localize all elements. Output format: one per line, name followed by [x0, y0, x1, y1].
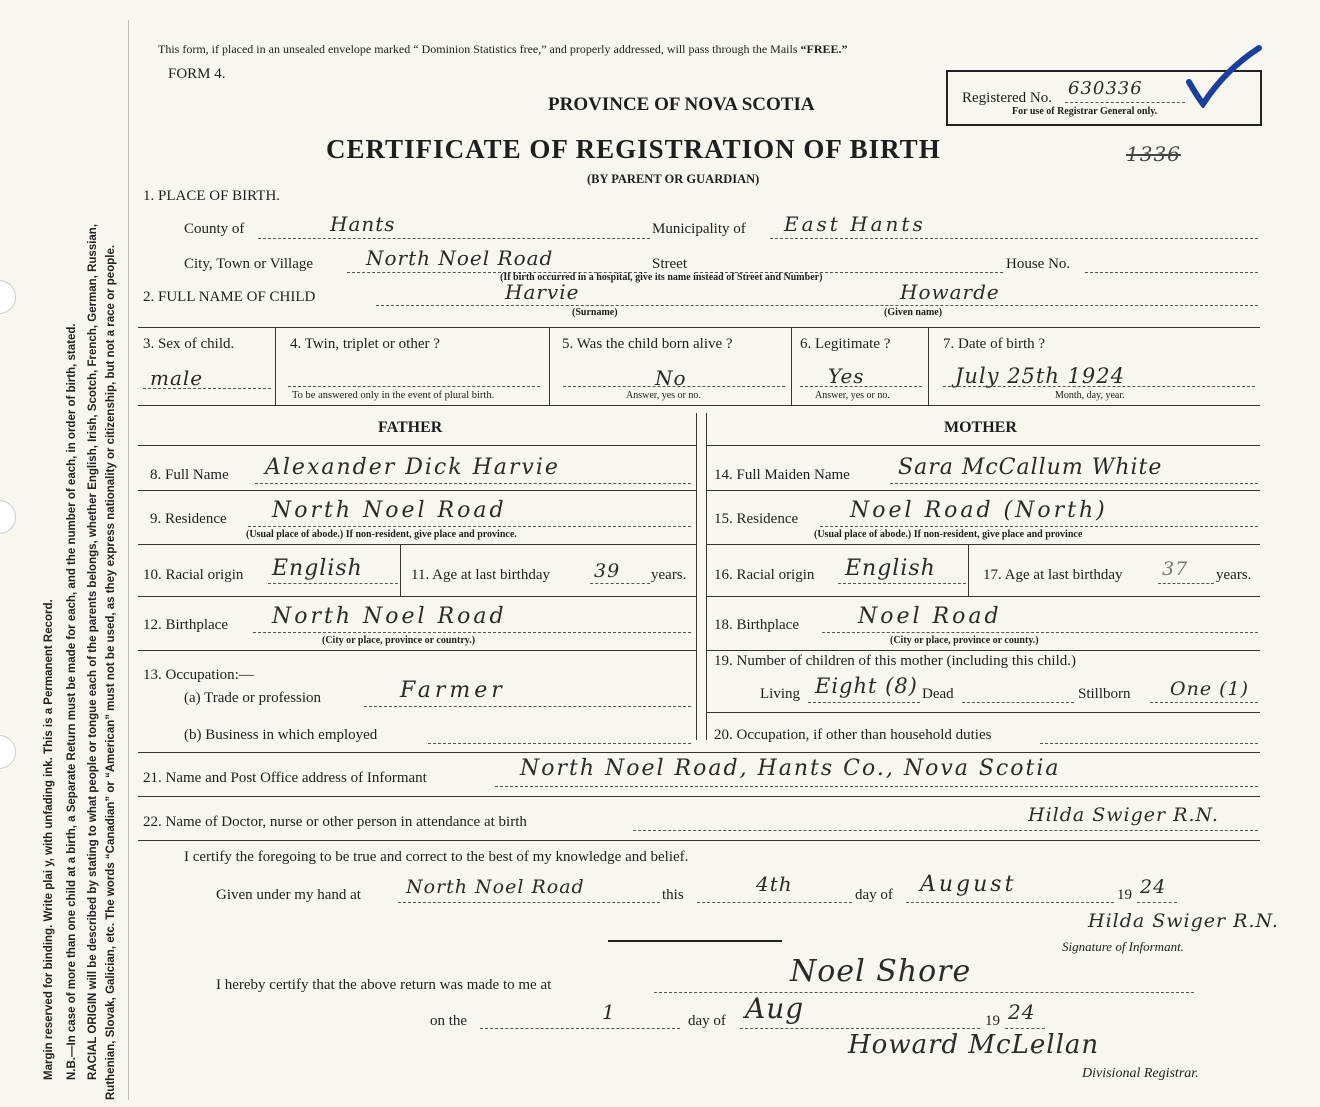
registrar-signature: Howard McLellan [848, 1030, 1100, 1060]
father-birthplace-note: (City or place, province or country.) [322, 635, 476, 646]
registrar-month: Aug [745, 992, 805, 1025]
mother-birthplace-value: Noel Road [858, 604, 1002, 629]
province-heading: PROVINCE OF NOVA SCOTIA [548, 94, 815, 115]
registered-label: Registered No. [962, 90, 1052, 106]
mother-age-label: 17. Age at last birthday [983, 567, 1123, 583]
municipality-label: Municipality of [652, 221, 746, 237]
margin-note-1: Margin reserved for binding. Write plai y, with unfading ink. This is a Permanent Record. [43, 599, 55, 1080]
father-race-label: 10. Racial origin [143, 567, 244, 583]
mother-race-label: 16. Racial origin [714, 567, 815, 583]
county-label: County of [184, 221, 245, 237]
given-month: August [920, 872, 1017, 897]
registrar-year: 24 [1008, 1000, 1036, 1024]
informant-signature: Hilda Swiger R.N. [1088, 910, 1279, 932]
mother-birthplace-note: (City or place, province or county.) [890, 635, 1039, 646]
legitimate-note: Answer, yes or no. [815, 390, 890, 401]
father-birthplace-value: North Noel Road [272, 604, 507, 629]
mother-name-value: Sara McCallum White [898, 455, 1163, 480]
city-value: North Noel Road [366, 246, 554, 270]
margin-notes [0, 0, 140, 1107]
on-the-label: on the [430, 1013, 468, 1029]
given-label: Given under my hand at [216, 887, 361, 903]
twin-label: 4. Twin, triplet or other ? [290, 336, 440, 352]
mother-name-label: 14. Full Maiden Name [714, 467, 850, 483]
living-value: Eight (8) [815, 674, 918, 698]
father-name-label: 8. Full Name [150, 467, 229, 483]
informant-value: North Noel Road, Hants Co., Nova Scotia [520, 756, 1061, 781]
mother-years-label: years. [1216, 567, 1252, 583]
informant-signature-caption: Signature of Informant. [1062, 939, 1184, 954]
living-label: Living [760, 686, 800, 702]
registrar-statement: I hereby certify that the above return was made to me at [216, 977, 552, 993]
doctor-label: 22. Name of Doctor, nurse or other person in attendance at birth [143, 814, 527, 830]
informant-label: 21. Name and Post Office address of Informant [143, 770, 427, 786]
given-year-prefix: 19 [1117, 887, 1132, 903]
registrar-day-of-label: day of [688, 1013, 726, 1029]
business-label: (b) Business in which employed [184, 727, 378, 743]
surname-caption: (Surname) [572, 307, 618, 318]
place-section-heading: 1. PLACE OF BIRTH. [143, 188, 281, 204]
given-day: 4th [756, 872, 793, 896]
father-age-value: 39 [594, 560, 621, 582]
trade-value: Farmer [400, 678, 506, 703]
stillborn-label: Stillborn [1078, 686, 1131, 702]
twin-note: To be answered only in the event of plural birth. [292, 390, 495, 401]
dead-label: Dead [922, 686, 954, 702]
struck-number: 1336 [1126, 142, 1181, 166]
registered-number: 630336 [1068, 78, 1143, 99]
registrar-signature-caption: Divisional Registrar. [1082, 1066, 1199, 1081]
father-age-label: 11. Age at last birthday [411, 567, 550, 583]
mail-note: This form, if placed in an unsealed envelope marked “ Dominion Statistics free,” and properly addressed, will pass through the Mails “FREE.” [158, 42, 848, 56]
alive-value: No [655, 366, 687, 390]
mother-heading: MOTHER [944, 419, 1017, 436]
binding-margin-line [128, 20, 129, 1100]
mother-residence-value: Noel Road (North) [850, 498, 1108, 523]
mother-occupation-label: 20. Occupation, if other than household duties [714, 727, 992, 743]
father-years-label: years. [651, 567, 687, 583]
sex-value: male [150, 366, 204, 390]
mother-age-value: 37 [1162, 558, 1189, 580]
street-label: Street [652, 256, 687, 272]
father-occupation-label: 13. Occupation:— [143, 667, 254, 683]
day-of-label: day of [855, 887, 893, 903]
father-race-value: English [272, 556, 363, 581]
legitimate-label: 6. Legitimate ? [800, 336, 891, 352]
municipality-value: East Hants [784, 212, 926, 236]
alive-note: Answer, yes or no. [626, 390, 701, 401]
margin-note-4: Ruthenian, Slovak, Galician, etc. The words “Canadian” or “American” must not be used, as they express nationality or citizenship, but not a race or people. [105, 244, 117, 1100]
county-value: Hants [330, 212, 396, 236]
form-number: FORM 4. [168, 66, 226, 82]
alive-label: 5. Was the child born alive ? [562, 336, 733, 352]
hospital-note: (If birth occurred in a hospital, give its name instead of Street and Number) [500, 272, 823, 283]
given-caption: (Given name) [884, 307, 943, 318]
stillborn-value: One (1) [1170, 678, 1250, 700]
mother-race-value: English [845, 556, 936, 581]
sex-label: 3. Sex of child. [143, 336, 235, 352]
dob-note: Month, day, year. [1055, 390, 1125, 401]
page-title: CERTIFICATE OF REGISTRATION OF BIRTH [326, 134, 941, 164]
check-mark-icon [1185, 44, 1265, 108]
mother-residence-note: (Usual place of abode.) If non-resident, give place and province [814, 529, 1083, 540]
trade-label: (a) Trade or profession [184, 690, 322, 706]
father-residence-label: 9. Residence [150, 511, 227, 527]
child-given-name: Howarde [900, 280, 1000, 304]
certify-statement: I certify the foregoing to be true and correct to the best of my knowledge and belief. [184, 849, 689, 865]
father-name-value: Alexander Dick Harvie [265, 455, 560, 480]
page-subtitle: (BY PARENT OR GUARDIAN) [587, 172, 760, 186]
registrar-day: 1 [602, 1000, 616, 1024]
dob-value: July 25th 1924 [955, 364, 1126, 388]
child-surname: Harvie [505, 280, 580, 304]
father-heading: FATHER [378, 419, 443, 436]
registrar-place: Noel Shore [790, 954, 972, 989]
doctor-value: Hilda Swiger R.N. [1028, 804, 1219, 826]
legitimate-value: Yes [828, 364, 865, 388]
father-residence-note: (Usual place of abode.) If non-resident, give place and province. [246, 529, 517, 540]
registrar-year-prefix: 19 [985, 1013, 1000, 1029]
registrar-note: For use of Registrar General only. [1012, 106, 1158, 117]
house-label: House No. [1006, 256, 1071, 272]
given-place: North Noel Road [406, 876, 585, 898]
children-label: 19. Number of children of this mother (including this child.) [714, 653, 1077, 669]
dob-label: 7. Date of birth ? [943, 336, 1046, 352]
this-label: this [662, 887, 684, 903]
child-name-label: 2. FULL NAME OF CHILD [143, 289, 316, 305]
mother-residence-label: 15. Residence [714, 511, 799, 527]
given-year: 24 [1140, 876, 1167, 898]
margin-note-3: RACIAL ORIGIN will be described by stating to what people or tongue each of the parents belongs, whether English, Irish, Scotch, French, German, Russian, [87, 223, 99, 1080]
father-residence-value: North Noel Road [272, 498, 507, 523]
mother-birthplace-label: 18. Birthplace [714, 617, 799, 633]
margin-note-2: N.B.—In case of more than one child at a birth, a Separate Return must be made for each, and the number of each, in order of birth, stated. [66, 323, 78, 1080]
city-label: City, Town or Village [184, 256, 314, 272]
father-birthplace-label: 12. Birthplace [143, 617, 228, 633]
